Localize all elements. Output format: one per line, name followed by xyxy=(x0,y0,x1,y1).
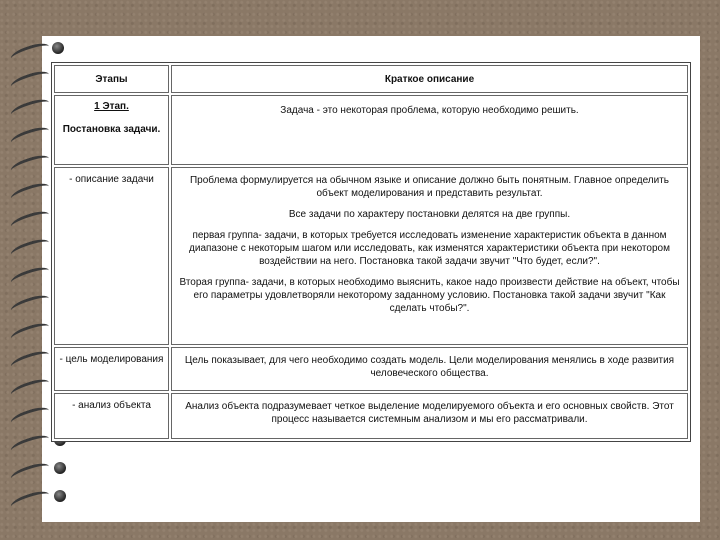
spiral-ring xyxy=(9,292,51,317)
table-header-row xyxy=(54,65,688,93)
description-text: Проблема формулируется на обычном языке и описание должно быть понятным. Главное определить объект моделирования и представить результат. xyxy=(189,175,670,199)
description-text: Цель показывает, для чего необходимо создать модель. Цели моделирования менялись в ходе развития человеческого общества. xyxy=(184,355,675,379)
spiral-ring xyxy=(9,264,51,289)
spiral-ring xyxy=(9,68,51,93)
description-cell xyxy=(171,95,688,165)
spiral-ring xyxy=(9,180,51,205)
ring-hole-icon xyxy=(52,42,64,54)
ring-hole-icon xyxy=(54,462,66,474)
description-text: Вторая группа- задачи, в которых необходимо выяснить, какое надо произвести действие на объект, чтобы его параметры удовлетворяли некоторому заданному условию. Постановка такой задачи звучит "Как сделать чтобы?". xyxy=(179,277,680,314)
description-text: Все задачи по характеру постановки делятся на две группы. xyxy=(288,209,571,220)
ring-hole-icon xyxy=(54,490,66,502)
table-row xyxy=(54,347,688,391)
stage-title: 1 Этап. xyxy=(94,101,129,112)
spiral-ring xyxy=(9,460,51,485)
spiral-ring xyxy=(9,236,51,261)
stage-cell: - анализ объекта xyxy=(54,393,169,439)
description-cell xyxy=(171,347,688,391)
spiral-ring xyxy=(9,404,51,429)
header-description: Краткое описание xyxy=(171,65,688,93)
spiral-ring xyxy=(9,432,51,457)
stage-cell: - цель моделирования xyxy=(54,347,169,391)
spiral-ring xyxy=(9,152,51,177)
table-row xyxy=(54,393,688,439)
description-cell xyxy=(171,393,688,439)
stage-cell xyxy=(54,95,169,165)
spiral-ring xyxy=(9,124,51,149)
spiral-ring xyxy=(9,488,51,513)
stage-subtitle: Постановка задачи. xyxy=(62,124,161,135)
spiral-ring xyxy=(9,208,51,233)
description-text: Задача - это некоторая проблема, которую необходимо решить. xyxy=(280,105,579,116)
spiral-ring xyxy=(9,40,51,65)
table-row xyxy=(54,167,688,345)
description-cell xyxy=(171,167,688,345)
description-text: первая группа- задачи, в которых требуется исследовать изменение характеристик объекта в данном диапазоне с некоторым шагом или исследовать, как изменятся характеристики объекта при некотором воздействии на него. Постановка такой задачи звучит "Что будет, если?". xyxy=(189,230,670,267)
spiral-ring xyxy=(9,376,51,401)
spiral-ring xyxy=(9,320,51,345)
header-stages: Этапы xyxy=(54,65,169,93)
spiral-ring xyxy=(9,96,51,121)
description-text: Анализ объекта подразумевает четкое выделение моделируемого объекта и его основных свойств. Этот процесс называется системным анализом и мы его рассматривали. xyxy=(185,401,674,425)
stages-table xyxy=(51,62,691,442)
spiral-ring xyxy=(9,348,51,373)
stage-cell: - описание задачи xyxy=(54,167,169,345)
table-row xyxy=(54,95,688,165)
